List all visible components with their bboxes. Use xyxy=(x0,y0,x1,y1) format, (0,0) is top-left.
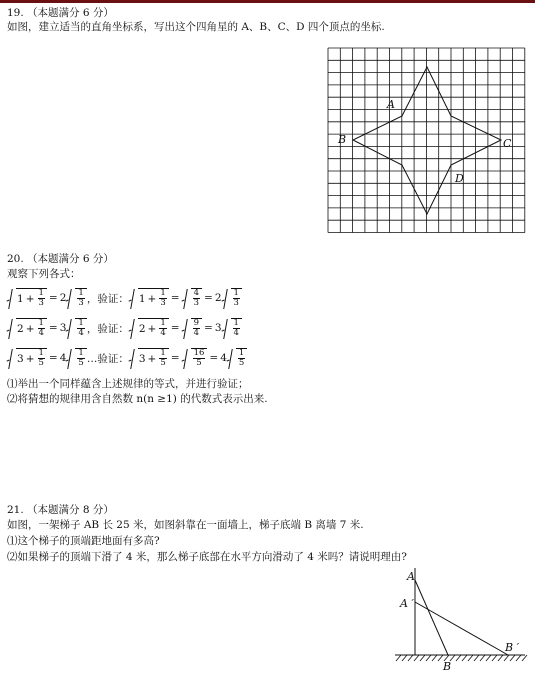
hatch-mark xyxy=(408,655,413,661)
hatch-mark xyxy=(480,655,485,661)
hatch-mark xyxy=(402,655,407,661)
q21-sub2: ⑵如果梯子的顶端下滑了 4 米，那么梯子底部在水平方向滑动了 4 米吗？请说明理由? xyxy=(7,551,407,563)
q20-heading: 20. （本题满分 6 分） xyxy=(7,253,114,265)
q19-text: 如图，建立适当的直角坐标系，写出这个四角星的 A、B、C、D 四个顶点的坐标. xyxy=(7,21,385,33)
hatch-mark xyxy=(468,655,473,661)
hatch-mark xyxy=(486,655,491,661)
ladder-a2b2 xyxy=(415,602,508,655)
q21-label-b: B xyxy=(443,660,452,673)
q21-sub1: ⑴这个梯子的顶端距地面有多高? xyxy=(7,535,160,547)
hatch-mark xyxy=(474,655,479,661)
ground-hatching xyxy=(396,655,527,661)
hatch-mark xyxy=(522,655,527,661)
q20-equation-row-2: 2 + $\frac{1}{4}$ = 3 $\frac{1}{4}$ ，验证： 2 + $\frac{1}{4}$ = $\frac{9}{4}$ = 3 $\frac{1}{4}$ xyxy=(7,313,247,343)
q19-label-d: D xyxy=(455,172,464,185)
q20-equation-row-3: 3 + $\frac{1}{5}$ = 4 $\frac{1}{5}$ …验证： 3 + $\frac{1}{5}$ = $\frac{16}{5}$ = 4 $\frac{1}{5}$ xyxy=(7,343,247,373)
q19-label-c: C xyxy=(503,137,512,150)
q19-star-grid-figure xyxy=(320,44,530,244)
hatch-mark xyxy=(396,655,401,661)
q20-sub2: ⑵将猜想的规律用含自然数 n(n ≥1) 的代数式表示出来. xyxy=(7,393,268,405)
hatch-mark xyxy=(456,655,461,661)
q20-intro: 观察下列各式： xyxy=(7,268,81,280)
hatch-mark xyxy=(492,655,497,661)
hatch-mark xyxy=(510,655,515,661)
q20-equation-list xyxy=(7,283,247,373)
q19-label-a: A xyxy=(387,98,395,111)
q19-label-b: B xyxy=(338,133,347,146)
hatch-mark xyxy=(516,655,521,661)
q21-heading: 21. （本题满分 8 分） xyxy=(7,504,114,516)
grid-lines xyxy=(328,48,525,233)
hatch-mark xyxy=(426,655,431,661)
q20-sub1: ⑴举出一个同样蕴含上述规律的等式，并进行验证； xyxy=(7,378,249,390)
hatch-mark xyxy=(498,655,503,661)
q21-text: 如图，一架梯子 AB 长 25 米，如图斜靠在一面墙上，梯子底端 B 离墙 7 米. xyxy=(7,519,364,531)
q21-label-a: A xyxy=(407,570,415,583)
q19-heading: 19. （本题满分 6 分） xyxy=(7,7,114,19)
q21-label-a-prime: A ′ xyxy=(400,597,414,610)
hatch-mark xyxy=(420,655,425,661)
hatch-mark xyxy=(414,655,419,661)
q21-label-b-prime: B ′ xyxy=(505,641,520,654)
hatch-mark xyxy=(462,655,467,661)
hatch-mark xyxy=(432,655,437,661)
page-top-border xyxy=(0,0,535,3)
star-shape xyxy=(353,67,501,214)
q20-equation-row-1: 1 + $\frac{1}{3}$ = 2 $\frac{1}{3}$ ，验证： 1 + $\frac{1}{3}$ = $\frac{4}{3}$ = 2 $\frac{1}{3}$ xyxy=(7,283,247,313)
hatch-mark xyxy=(504,655,509,661)
